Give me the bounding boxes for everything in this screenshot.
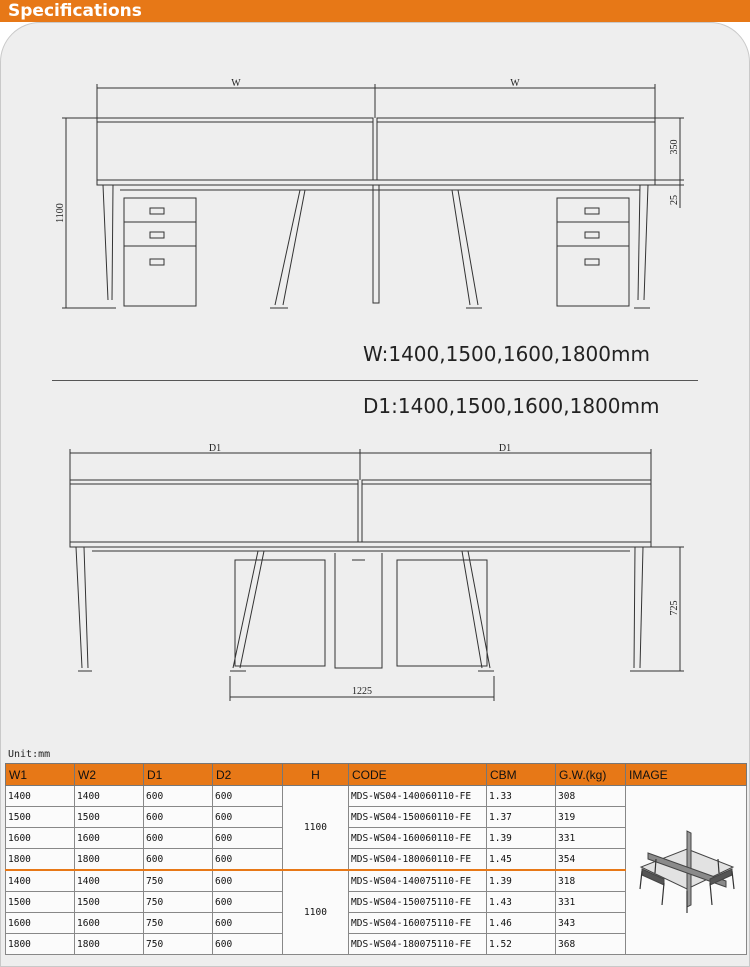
col-cbm: CBM (487, 764, 556, 786)
side-d1-label-left: D1 (208, 443, 222, 454)
cell-d2: 600 (213, 807, 283, 828)
cell-d1: 600 (144, 828, 213, 849)
cell-w2: 1400 (75, 870, 144, 892)
cell-cbm: 1.52 (487, 934, 556, 955)
side-center-panel (335, 553, 382, 668)
cell-w2: 1500 (75, 892, 144, 913)
cell-w1: 1500 (6, 892, 75, 913)
cell-w1: 1800 (6, 934, 75, 955)
cell-code: MDS-WS04-150075110-FE (349, 892, 487, 913)
cell-h-group1: 1100 (283, 786, 349, 871)
cell-d1: 750 (144, 870, 213, 892)
dim-1100: 1100 (55, 203, 66, 223)
cell-cbm: 1.33 (487, 786, 556, 807)
cell-cbm: 1.37 (487, 807, 556, 828)
cell-h-group2: 1100 (283, 870, 349, 955)
cell-gw: 318 (556, 870, 626, 892)
d1-caption: D1:1400,1500,1600,1800mm (363, 394, 660, 418)
cell-code: MDS-WS04-150060110-FE (349, 807, 487, 828)
w-caption: W:1400,1500,1600,1800mm (363, 342, 650, 366)
dim-350: 350 (669, 139, 680, 155)
leg-center-right (452, 190, 478, 305)
cell-code: MDS-WS04-140075110-FE (349, 870, 487, 892)
cell-code: MDS-WS04-140060110-FE (349, 786, 487, 807)
cell-d1: 750 (144, 892, 213, 913)
spec-table (5, 763, 747, 955)
col-d2: D2 (213, 764, 283, 786)
side-leg-right (634, 547, 643, 668)
col-gw: G.W.(kg) (556, 764, 626, 786)
leg-left (103, 185, 113, 300)
cell-gw: 319 (556, 807, 626, 828)
cell-w1: 1800 (6, 849, 75, 871)
cell-w2: 1800 (75, 934, 144, 955)
cell-d1: 600 (144, 786, 213, 807)
unit-label: Unit:mm (8, 749, 51, 760)
dim-725: 725 (669, 600, 680, 616)
cell-code: MDS-WS04-160075110-FE (349, 913, 487, 934)
cell-w2: 1800 (75, 849, 144, 871)
side-screen-right (362, 480, 651, 542)
cell-gw: 331 (556, 892, 626, 913)
side-screen-left (70, 480, 358, 542)
page-title: Specifications (8, 1, 142, 21)
leg-right (638, 185, 648, 300)
leg-center-left (275, 190, 305, 305)
side-d1-label-right: D1 (498, 443, 512, 454)
divider (52, 380, 698, 381)
cell-gw: 308 (556, 786, 626, 807)
side-leg-center-right (462, 551, 490, 668)
col-image: IMAGE (626, 764, 747, 786)
cell-d2: 600 (213, 934, 283, 955)
cell-image (626, 786, 747, 955)
cell-cbm: 1.43 (487, 892, 556, 913)
cell-w1: 1400 (6, 786, 75, 807)
desktop-front (97, 180, 655, 185)
workstation-image (628, 809, 746, 929)
side-leg-center-left (233, 551, 264, 668)
cell-d2: 600 (213, 892, 283, 913)
cell-d2: 600 (213, 828, 283, 849)
cell-cbm: 1.45 (487, 849, 556, 871)
col-w2: W2 (75, 764, 144, 786)
cell-code: MDS-WS04-160060110-FE (349, 828, 487, 849)
screen-right (377, 118, 655, 180)
cell-w2: 1500 (75, 807, 144, 828)
cell-code: MDS-WS04-180075110-FE (349, 934, 487, 955)
cell-d1: 750 (144, 913, 213, 934)
side-pedestal-left (235, 560, 325, 666)
cell-w1: 1600 (6, 913, 75, 934)
side-leg-left (76, 547, 88, 668)
cell-gw: 331 (556, 828, 626, 849)
cell-cbm: 1.39 (487, 870, 556, 892)
table-row (6, 786, 747, 807)
dim-25: 25 (669, 195, 680, 205)
cell-gw: 368 (556, 934, 626, 955)
screen-left (97, 118, 373, 180)
cell-cbm: 1.46 (487, 913, 556, 934)
col-w1: W1 (6, 764, 75, 786)
cell-w1: 1600 (6, 828, 75, 849)
side-pedestal-right (397, 560, 487, 666)
cell-d2: 600 (213, 786, 283, 807)
cell-code: MDS-WS04-180060110-FE (349, 849, 487, 871)
cell-w1: 1500 (6, 807, 75, 828)
cell-cbm: 1.39 (487, 828, 556, 849)
cell-w2: 1600 (75, 913, 144, 934)
cell-gw: 354 (556, 849, 626, 871)
cell-d2: 600 (213, 849, 283, 871)
cell-d1: 750 (144, 934, 213, 955)
cell-w1: 1400 (6, 870, 75, 892)
side-desktop (70, 542, 651, 547)
col-d1: D1 (144, 764, 213, 786)
center-post (373, 185, 379, 303)
dim-1225: 1225 (352, 686, 372, 697)
cell-d1: 600 (144, 849, 213, 871)
cell-gw: 343 (556, 913, 626, 934)
cell-d2: 600 (213, 913, 283, 934)
cell-w2: 1600 (75, 828, 144, 849)
cell-w2: 1400 (75, 786, 144, 807)
table-header-row (6, 764, 747, 786)
col-code: CODE (349, 764, 487, 786)
col-h: H (283, 764, 349, 786)
cell-d1: 600 (144, 807, 213, 828)
front-w-label-left: W (231, 78, 241, 89)
cell-d2: 600 (213, 870, 283, 892)
front-w-label-right: W (510, 78, 520, 89)
